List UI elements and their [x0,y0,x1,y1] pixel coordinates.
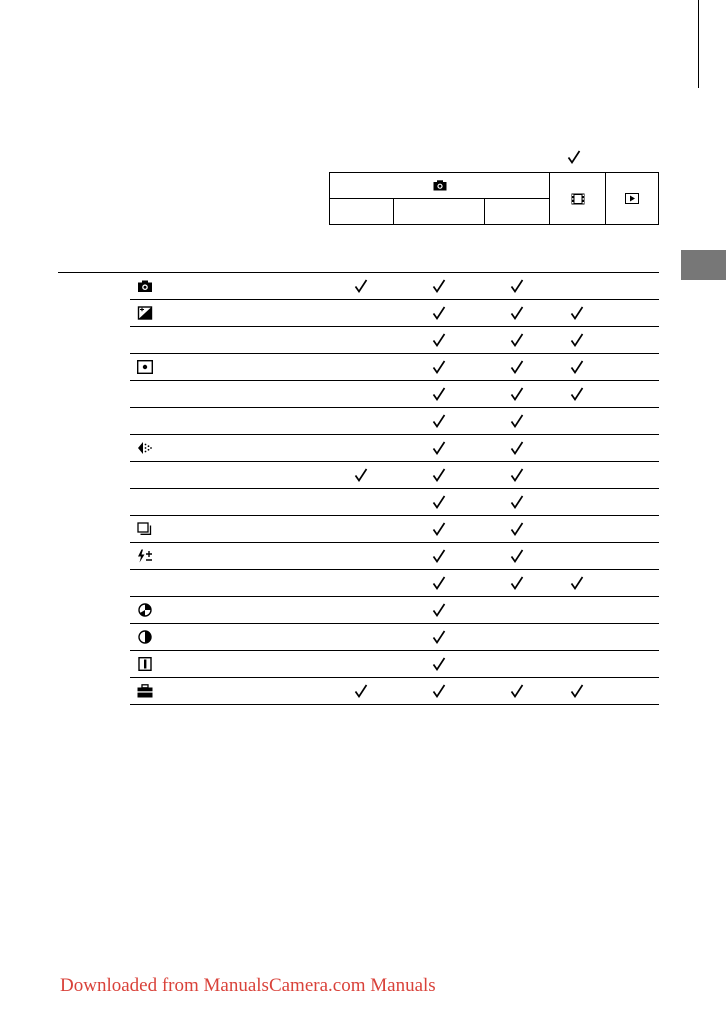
checkmark-icon [510,414,524,428]
mode-header-table [329,172,659,225]
checkmark-icon [354,468,368,482]
checkmark-icon [432,414,446,428]
table-row [130,516,659,543]
metering-spot-icon [137,360,153,374]
movie-film-icon [571,193,585,205]
header-sub-mode-1 [330,199,394,224]
table-row [130,408,659,435]
header-still-camera [330,173,550,199]
checkmark-icon [570,333,584,347]
iso-icon [137,441,153,455]
checkmark-icon [567,150,581,164]
setup-toolbox-icon [137,684,153,698]
checkmark-icon [432,387,446,401]
flash-level-icon [137,549,153,563]
checkmark-icon [570,684,584,698]
checkmark-icon [432,441,446,455]
checkmark-icon [432,657,446,671]
checkmark-icon [432,495,446,509]
checkmark-icon [510,441,524,455]
table-row [130,597,659,624]
table-row [130,570,659,597]
table-row [130,327,659,354]
checkmark-icon [510,279,524,293]
table-row [130,381,659,408]
header-sub-mode-3 [485,199,550,224]
checkmark-icon [510,684,524,698]
header-playback [606,173,658,224]
checkmark-icon [432,360,446,374]
checkmark-icon [510,576,524,590]
download-footer-link[interactable]: Downloaded from ManualsCamera.com Manuals [60,975,436,996]
checkmark-icon [432,630,446,644]
checkmark-icon [432,468,446,482]
sharpness-icon [137,657,153,671]
checkmark-icon [510,306,524,320]
checkmark-icon [354,684,368,698]
checkmark-icon [432,306,446,320]
table-row [130,651,659,678]
margin-line [698,0,699,88]
checkmark-icon [570,360,584,374]
checkmark-icon [510,360,524,374]
checkmark-icon [432,549,446,563]
table-row [130,435,659,462]
table-row [130,300,659,327]
checkmark-icon [510,495,524,509]
checkmark-icon [570,306,584,320]
table-row [130,462,659,489]
checkmark-icon [354,279,368,293]
header-sub-mode-2 [394,199,485,224]
contrast-icon [137,630,153,644]
checkmark-icon [510,468,524,482]
checkmark-icon [510,333,524,347]
header-movie [550,173,606,224]
checkmark-icon [510,522,524,536]
table-row [130,273,659,300]
exposure-icon [137,306,153,320]
table-row [130,678,659,705]
saturation-icon [137,603,153,617]
checkmark-icon [570,387,584,401]
table-row [130,489,659,516]
checkmark-icon [510,387,524,401]
checkmark-icon [432,684,446,698]
checkmark-icon [432,603,446,617]
checkmark-icon [432,333,446,347]
checkmark-icon [432,279,446,293]
table-row [130,354,659,381]
camera-icon [433,180,447,191]
checkmark-icon [432,576,446,590]
playback-icon [625,193,639,204]
checkmark-icon [432,522,446,536]
table-row [130,543,659,570]
function-table [130,273,659,705]
checkmark-icon [570,576,584,590]
section-tab[interactable] [681,250,726,280]
table-row [130,624,659,651]
burst-icon [137,522,153,536]
checkmark-icon [510,549,524,563]
camera-icon [137,279,153,293]
